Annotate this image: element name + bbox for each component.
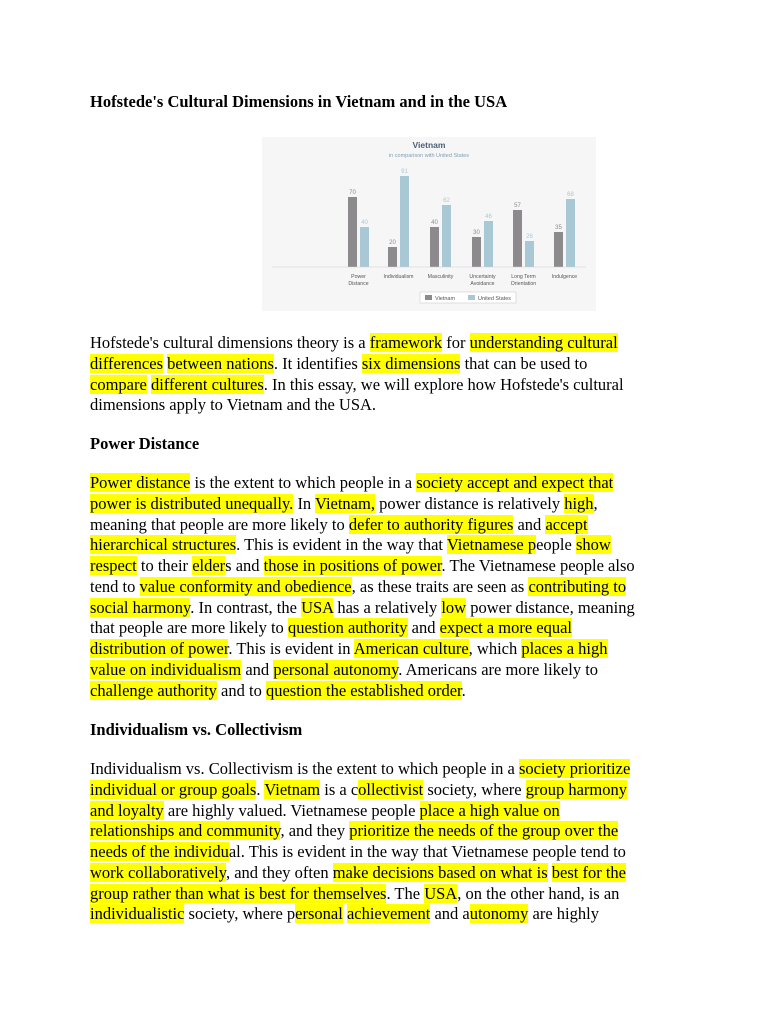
bar-value-label: 35 xyxy=(555,225,562,231)
text-line xyxy=(90,535,670,556)
text-segment: , which xyxy=(468,639,522,658)
highlighted-text: Vietnam xyxy=(264,779,321,799)
text-line xyxy=(90,801,670,822)
document-title: Hofstede's Cultural Dimensions in Vietnam and in the USA xyxy=(90,92,508,111)
text-segment: is a c xyxy=(320,779,359,799)
highlighted-text: question authority xyxy=(287,618,408,638)
bar-value-label: 20 xyxy=(389,240,396,246)
highlighted-text: social harmony xyxy=(90,597,191,617)
bar-vietnam xyxy=(513,210,522,267)
text-segment: . This is evident in xyxy=(228,639,354,658)
legend-swatch-vietnam xyxy=(425,295,432,300)
highlighted-text: high xyxy=(564,493,594,513)
highlighted-text: work collaboratively xyxy=(90,862,226,882)
text-line xyxy=(90,333,670,354)
text-segment: society, where xyxy=(423,779,526,799)
highlighted-text: elder xyxy=(192,556,226,575)
highlighted-text: achievement xyxy=(346,904,431,924)
text-line xyxy=(90,904,670,925)
text-line xyxy=(90,821,670,842)
text-segment: and xyxy=(241,659,274,679)
text-segment: that people are more likely to xyxy=(90,618,288,638)
highlighted-text: place a high value on xyxy=(419,800,560,820)
highlighted-text: Vietnamese p xyxy=(446,535,537,555)
text-segment: . It identifies xyxy=(273,353,362,373)
text-line xyxy=(90,556,670,577)
chart-subtitle: in comparison with United States xyxy=(388,153,470,159)
highlighted-text: power is distributed unequally. xyxy=(90,493,294,513)
highlighted-text: USA xyxy=(424,883,458,903)
bar-united-states xyxy=(566,199,575,267)
text-line xyxy=(90,842,670,863)
bar-value-label: 68 xyxy=(567,192,574,198)
bar-vietnam xyxy=(388,247,397,267)
text-segment: . The xyxy=(386,883,425,903)
x-tick-label: Uncertainty xyxy=(469,274,496,280)
highlighted-text: ersonal xyxy=(295,904,343,924)
section-heading: Individualism vs. Collectivism xyxy=(90,720,303,739)
text-segment: al. This is evident in the way that Vietnamese people tend to xyxy=(228,842,626,861)
text-line xyxy=(90,354,670,375)
text-segment: to their xyxy=(136,556,193,575)
text-segment: . xyxy=(256,779,265,799)
text-segment: , as these traits are seen as xyxy=(351,576,529,596)
highlighted-text: expect a more equal xyxy=(439,618,573,638)
bar-value-label: 30 xyxy=(473,230,480,236)
text-segment: . This is evident in the way that xyxy=(236,535,447,555)
text-segment: power distance, meaning xyxy=(466,597,635,617)
bar-vietnam xyxy=(554,232,563,267)
text-line xyxy=(90,618,670,639)
text-segment: dimensions apply to Vietnam and the USA. xyxy=(90,395,377,415)
text-line xyxy=(90,494,670,515)
highlighted-text: question the established order xyxy=(265,680,462,700)
text-line xyxy=(90,639,670,660)
bar-value-label: 57 xyxy=(514,203,521,209)
highlighted-text: challenge authority xyxy=(90,680,217,700)
text-line xyxy=(90,598,670,619)
highlighted-text: distribution of power xyxy=(90,639,229,658)
text-line xyxy=(90,759,670,780)
highlighted-text: differences xyxy=(90,353,163,373)
bar-united-states xyxy=(400,176,409,267)
text-segment: . In contrast, the xyxy=(190,597,302,617)
bar-united-states xyxy=(442,205,451,267)
highlighted-text: USA xyxy=(301,597,334,617)
x-tick-label: Long Term xyxy=(511,274,536,280)
paragraph xyxy=(90,333,670,416)
highlighted-text: understanding cultural xyxy=(469,333,618,352)
text-segment: . In this essay, we will explore how Hofstede's cultural xyxy=(263,374,624,394)
text-line xyxy=(90,395,670,416)
chart-title: Vietnam xyxy=(412,140,446,150)
text-line xyxy=(90,473,670,494)
highlighted-text: different cultures xyxy=(150,374,264,394)
chart-svg xyxy=(262,137,596,311)
highlighted-text: defer to authority figures xyxy=(348,514,514,534)
text-line xyxy=(90,681,670,702)
highlighted-text: ollectivist xyxy=(358,779,424,799)
bar-vietnam xyxy=(348,197,357,267)
bar-united-states xyxy=(360,227,369,267)
highlighted-text: those in positions of power xyxy=(263,556,442,575)
highlighted-text: and loyalty xyxy=(90,800,164,820)
highlighted-text: society accept and expect that xyxy=(416,473,614,492)
x-tick-label: Indulgence xyxy=(551,274,578,280)
highlighted-text: accept xyxy=(545,514,588,534)
text-segment: meaning that people are more likely to xyxy=(90,514,349,534)
text-segment: and xyxy=(513,514,546,534)
text-segment: for xyxy=(442,333,470,352)
highlighted-text: best for the xyxy=(551,862,626,882)
highlighted-text: low xyxy=(441,597,467,617)
text-segment: and a xyxy=(430,904,470,924)
text-line xyxy=(90,577,670,598)
bar-united-states xyxy=(484,221,493,267)
highlighted-text: society prioritize xyxy=(518,759,631,778)
bar-value-label: 40 xyxy=(361,220,368,226)
bar-vietnam xyxy=(472,237,481,267)
highlighted-text: make decisions based on what is xyxy=(332,862,548,882)
text-segment: , xyxy=(593,493,598,513)
x-tick-label: Distance xyxy=(348,281,369,287)
highlighted-text: individualistic xyxy=(90,904,185,924)
legend-swatch-united-states xyxy=(468,295,475,300)
bar-value-label: 26 xyxy=(526,234,533,240)
text-segment: tend to xyxy=(90,576,140,596)
highlighted-text: group harmony xyxy=(525,779,628,799)
bar-vietnam xyxy=(430,227,439,267)
paragraph xyxy=(90,473,670,701)
highlighted-text: contributing to xyxy=(528,576,627,596)
text-line xyxy=(90,863,670,884)
bar-value-label: 62 xyxy=(443,198,450,204)
legend-label-vietnam: Vietnam xyxy=(435,296,456,302)
text-segment: , and they xyxy=(280,821,350,841)
legend-label-united-states: United States xyxy=(478,296,512,302)
highlighted-text: Vietnam, xyxy=(315,493,375,513)
x-tick-label: Individualism xyxy=(383,274,414,280)
text-segment: In xyxy=(293,493,316,513)
highlighted-text: individual or group goals xyxy=(90,779,257,799)
text-segment: power distance is relatively xyxy=(374,493,565,513)
text-segment: are highly xyxy=(528,904,599,924)
highlighted-text: American culture xyxy=(353,639,469,658)
highlighted-text: group rather than what is best for themselves xyxy=(90,883,387,903)
text-segment: , on the other hand, is an xyxy=(457,883,620,903)
text-segment: s and xyxy=(225,556,264,575)
text-segment: is the extent to which people in a xyxy=(190,473,417,492)
bar-value-label: 46 xyxy=(485,214,492,220)
highlighted-text: respect xyxy=(90,556,137,575)
text-line xyxy=(90,660,670,681)
text-segment: has a relatively xyxy=(333,597,442,617)
highlighted-text: needs of the individu xyxy=(90,842,229,861)
text-segment: . Americans are more likely to xyxy=(398,659,599,679)
x-tick-label: Masculinity xyxy=(427,274,454,280)
text-segment: society, where p xyxy=(184,904,296,924)
section-heading: Power Distance xyxy=(90,434,200,453)
highlighted-text: prioritize the needs of the group over the xyxy=(349,821,619,841)
text-segment: that can be used to xyxy=(460,353,588,373)
bar-value-label: 91 xyxy=(401,169,408,175)
text-segment: and xyxy=(407,618,440,638)
x-tick-label: Avoidance xyxy=(470,281,495,287)
highlighted-text: relationships and community xyxy=(90,821,281,841)
highlighted-text: compare xyxy=(90,374,147,394)
highlighted-text: between nations xyxy=(167,353,274,373)
bar-united-states xyxy=(525,241,534,267)
text-segment: , and they often xyxy=(225,862,333,882)
highlighted-text: six dimensions xyxy=(361,353,461,373)
highlighted-text: utonomy xyxy=(469,904,529,924)
text-segment: Individualism vs. Collectivism is the extent to which people in a xyxy=(90,759,519,778)
text-segment: and to xyxy=(216,680,266,700)
highlighted-text: show xyxy=(575,535,611,555)
text-line xyxy=(90,375,670,396)
text-line xyxy=(90,515,670,536)
paragraph xyxy=(90,759,670,925)
highlighted-text: hierarchical structures xyxy=(90,535,237,555)
highlighted-text: value on individualism xyxy=(90,659,242,679)
text-segment: . xyxy=(461,680,466,700)
text-segment: are highly valued. Vietnamese people xyxy=(163,800,420,820)
text-segment: . The Vietnamese people also xyxy=(441,556,635,575)
bar-value-label: 70 xyxy=(349,190,356,196)
x-tick-label: Orientation xyxy=(510,281,537,287)
text-segment: eople xyxy=(536,535,576,555)
x-tick-label: Power xyxy=(351,274,366,280)
text-segment: Hofstede's cultural dimensions theory is a xyxy=(90,333,370,352)
highlighted-text: personal autonomy xyxy=(273,659,399,679)
hofstede-chart xyxy=(262,137,596,311)
highlighted-text: places a high xyxy=(521,639,608,658)
highlighted-text: framework xyxy=(369,333,443,352)
highlighted-text: Power distance xyxy=(90,473,191,492)
text-line xyxy=(90,780,670,801)
text-line xyxy=(90,884,670,905)
bar-value-label: 40 xyxy=(431,220,438,226)
highlighted-text: value conformity and obedience xyxy=(139,576,352,596)
